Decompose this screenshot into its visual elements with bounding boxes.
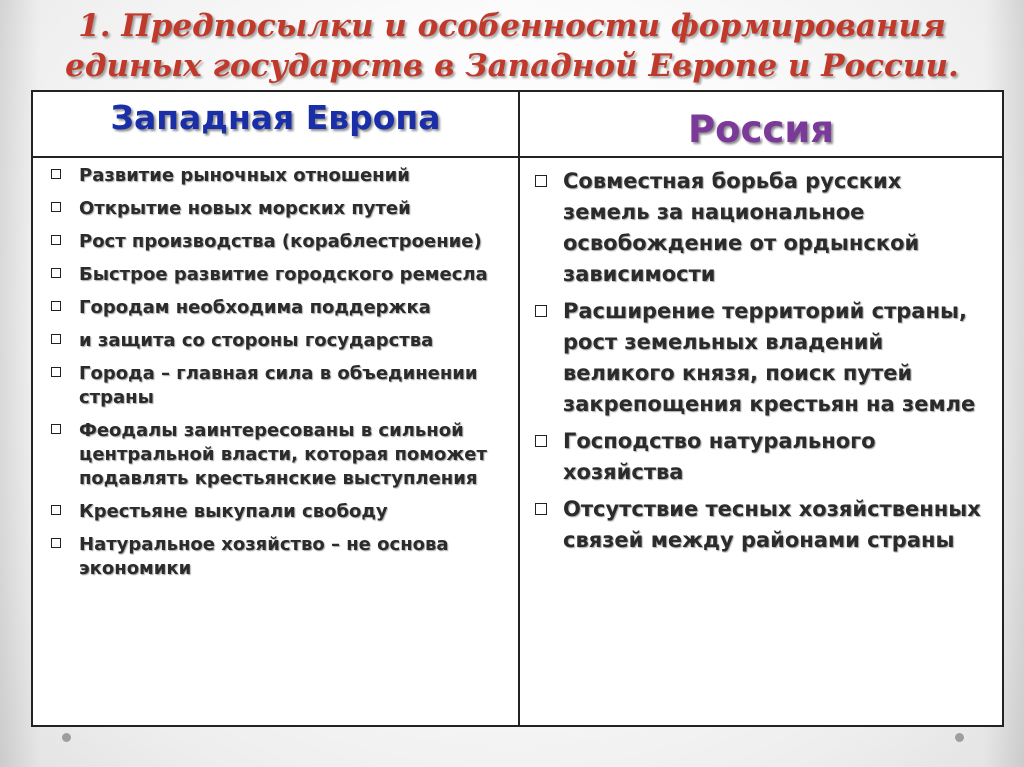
list-item-text: Города – главная сила в объединении страны xyxy=(79,363,478,408)
checkbox-bullet-icon xyxy=(535,503,547,515)
list-item-text: Господство натурального хозяйства xyxy=(563,429,876,484)
comparison-table xyxy=(31,90,1004,727)
list-item-text: Отсутствие тесных хозяйственных связей между районами страны xyxy=(563,497,981,552)
checkbox-bullet-icon xyxy=(535,305,547,317)
list-item xyxy=(45,419,510,491)
slide-title xyxy=(20,6,1004,86)
slide-title-line-1: 1. Предпосылки и особенности формирования xyxy=(78,8,946,44)
list-item xyxy=(45,362,510,410)
checkbox-bullet-icon xyxy=(51,169,61,179)
russia-list xyxy=(533,166,983,562)
header-divider xyxy=(33,156,1002,158)
checkbox-bullet-icon xyxy=(51,505,61,515)
list-item xyxy=(533,296,983,420)
decorative-dot-right xyxy=(955,733,964,742)
checkbox-bullet-icon xyxy=(51,334,61,344)
list-item xyxy=(533,166,983,290)
list-item-text: Городам необходима поддержка xyxy=(79,297,431,318)
western-europe-list xyxy=(45,164,510,590)
checkbox-bullet-icon xyxy=(51,202,61,212)
checkbox-bullet-icon xyxy=(535,435,547,447)
slide-title-line-2: единых государств в Западной Европе и России. xyxy=(65,48,959,84)
list-item xyxy=(45,533,510,581)
list-item xyxy=(45,197,510,221)
list-item-text: Расширение территорий страны, рост земельных владений великого князя, поиск путей закрепощения крестьян на земле xyxy=(563,299,976,416)
checkbox-bullet-icon xyxy=(51,367,61,377)
list-item-text: Натуральное хозяйство – не основа экономики xyxy=(79,534,449,579)
list-item xyxy=(45,500,510,524)
list-item xyxy=(45,164,510,188)
list-item-text: Быстрое развитие городского ремесла xyxy=(79,264,488,285)
checkbox-bullet-icon xyxy=(51,235,61,245)
list-item-text: Феодалы заинтересованы в сильной центральной власти, которая поможет подавлять крестьянские выступления xyxy=(79,420,487,489)
list-item-text: Развитие рыночных отношений xyxy=(79,165,410,186)
column-divider xyxy=(518,92,520,725)
checkbox-bullet-icon xyxy=(51,301,61,311)
russia-header: Россия xyxy=(687,107,835,151)
list-item xyxy=(533,426,983,488)
list-item-text: Открытие новых морских путей xyxy=(79,198,411,219)
list-item xyxy=(533,494,983,556)
list-item-text: и защита со стороны государства xyxy=(79,330,434,351)
checkbox-bullet-icon xyxy=(535,175,547,187)
list-item-text: Рост производства (кораблестроение) xyxy=(79,231,482,252)
list-item-text: Крестьяне выкупали свободу xyxy=(79,501,388,522)
list-item xyxy=(45,263,510,287)
list-item xyxy=(45,296,510,320)
checkbox-bullet-icon xyxy=(51,268,61,278)
western-europe-header: Западная Европа xyxy=(110,98,441,137)
checkbox-bullet-icon xyxy=(51,538,61,548)
list-item xyxy=(45,230,510,254)
checkbox-bullet-icon xyxy=(51,424,61,434)
list-item xyxy=(45,329,510,353)
list-item-text: Совместная борьба русских земель за национальное освобождение от ордынской зависимости xyxy=(563,169,920,286)
decorative-dot-left xyxy=(62,733,71,742)
